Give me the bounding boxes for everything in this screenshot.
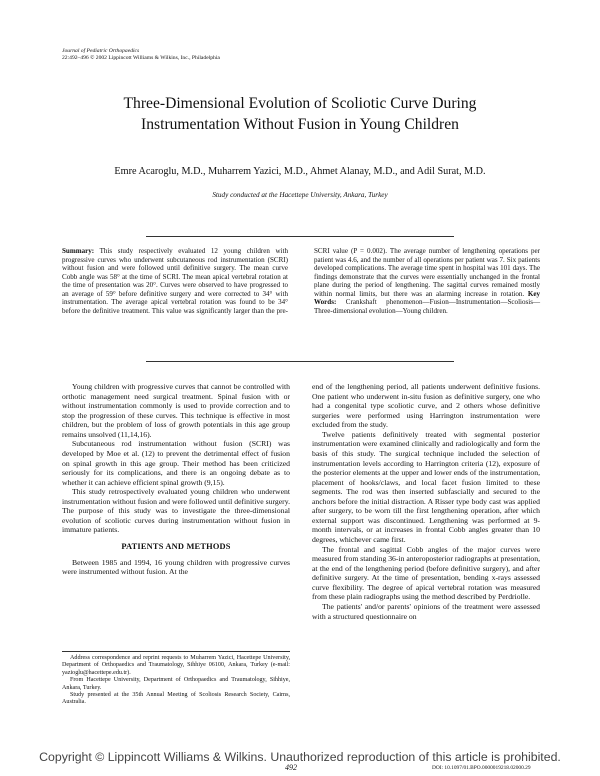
page-number: 492 — [285, 763, 297, 772]
article-title — [30, 93, 570, 135]
doi: DOI: 10.1097/01.BPO.0000019218.02000.29 — [432, 765, 531, 771]
abstract-summary-label: Summary: — [62, 247, 95, 255]
paragraph: This study retrospectively evaluated young children who underwent instrumentation without fusion and were followed until definitive surgery. The purpose of this study was to investigate the three-dimensional evolution of scoliotic curves during instrumentation without fusion in immature patients. — [62, 487, 290, 535]
footnotes — [62, 655, 290, 707]
body-right-column — [312, 382, 540, 621]
paragraph: Young children with progressive curves that cannot be controlled with orthotic management need surgical treatment. Spinal fusion with or without instrumentation commonly is used to provide correction and to stop the progression of these curves. This technique is effective in most children, but the problem of loss of growth potentials in this age group remains unsolved (11,14,16). — [62, 382, 290, 439]
title-line-1: Three-Dimensional Evolution of Scoliotic Curve During — [123, 95, 477, 112]
paragraph: Between 1985 and 1994, 16 young children with progressive curves were instrumented without fusion. At the — [62, 557, 290, 577]
affiliation: Study conducted at the Hacettepe University, Ankara, Turkey — [212, 191, 388, 199]
abstract-top-rule — [146, 236, 454, 237]
journal-citation: 22:492–496 © 2002 Lippincott Williams & Wilkins, Inc., Philadelphia — [62, 54, 220, 61]
journal-name: Journal of Pediatric Orthopaedics — [62, 48, 140, 54]
copyright-notice: Copyright © Lippincott Williams & Wilkins. Unauthorized reproduction of this article is prohibited. — [39, 750, 561, 764]
abstract-keywords: Crankshaft phenomenon—Fusion—Instrumentation—Scoliosis—Three-dimensional evolution—Young children. — [314, 298, 540, 315]
footnote: Study presented at the 35th Annual Meeting of Scoliosis Research Society, Cairns, Australia. — [62, 692, 290, 706]
title-line-2: Instrumentation Without Fusion in Young Children — [141, 116, 459, 133]
abstract-bottom-rule — [146, 361, 454, 362]
abstract-text: This study respectively evaluated 12 young children with progressive curves who underwent subcutaneous rod instrumentation (SCRI) without fusion and were followed until definitive surgery. The mean curve Cobb angle was 58° at the time of SCRI. The mean apical vertebral rotation at the time of presentation was 20°. Curves were observed to have progressed to an average of 59° before definitive surgery and were corrected to 34° with instrumentation. The average apical vertebral rotation was found to be 34° before the definitive treatment. This value was significantly larger than the pre-SCRI value (P = 0.002). The average number of lengthening operations per patient was 4.6, and the number of all operations per patient was 7. Six patients developed complications. The average time spent in hospital was 101 days. The findings demonstrate that the curves were essentially unchanged in the frontal plane during the period of lengthening. The sagittal curves remained mostly within normal limits, but there was an alarming increase in rotation. — [62, 247, 540, 315]
footnote: From Hacettepe University, Department of Orthopaedics and Traumatology, Sihhiye, Ankara, Turkey. — [62, 677, 290, 691]
abstract-keywords-label: Key Words: — [314, 289, 540, 307]
paragraph: Twelve patients definitively treated with segmental posterior instrumentation were examined clinically and radiologically and form the basis of this study. The surgical technique included the selection of instrumentation levels according to Harrington criteria (12), exposure of the posterior elements at the upper and lower ends of the instrumentation, placement of hooks/claws, and local facet fusion limited to these segments. The rod was then inserted subfascially and secured to the anchors before the initial distraction. A Risser type body cast was applied after surgery, to be worn till the first lengthening operation, after which external support was discontinued. Lengthening was performed at 9-month intervals, or at increases in frontal Cobb angles greater than 10 degrees, whichever came first. — [312, 429, 540, 544]
section-heading: PATIENTS AND METHODS — [121, 542, 231, 551]
paragraph: Subcutaneous rod instrumentation without fusion (SCRI) was developed by Moe et al. (12) to prevent the detrimental effect of fusion on spinal growth in this age group. Their method has been criticized seriously for its complications, and there is an ongoing debate as to whether it can achieve efficient spinal growth (9,15). — [62, 439, 290, 487]
body-left-column — [62, 382, 290, 577]
abstract — [62, 247, 540, 351]
paragraph: The patients' and/or parents' opinions of the treatment were assessed with a structured questionnaire on — [312, 601, 540, 621]
footnote: Address correspondence and reprint requests to Muharrem Yazici, Hacettepe University, Department of Orthopaedics and Traumatology, Sihhiye 06100, Ankara, Turkey (e-mail: yazioglu@hacettepe.edu.tr). — [62, 655, 290, 676]
footnote-rule — [62, 651, 290, 652]
paragraph: end of the lengthening period, all patients underwent definitive fusions. One patient who underwent in-situ fusion as definitive surgery, one who had a congenital type scoliotic curve, and 2 others whose definitive surgeries were performed using Harrington instrumentation were excluded from the study. — [312, 382, 540, 430]
paragraph: The frontal and sagittal Cobb angles of the major curves were measured from standing 36-in anteroposterior radiographs at presentation, at the end of the lengthening period (before definitive surgery), and after definitive surgery. At the time of presentation, bending x-rays assessed curve flexibility. The degree of apical vertebral rotation was measured from these plain radiographs using the method described by Perdriolle. — [312, 544, 540, 602]
authors: Emre Acaroglu, M.D., Muharrem Yazici, M.D., Ahmet Alanay, M.D., and Adil Surat, M.D. — [114, 166, 486, 177]
journal-header — [62, 48, 362, 62]
